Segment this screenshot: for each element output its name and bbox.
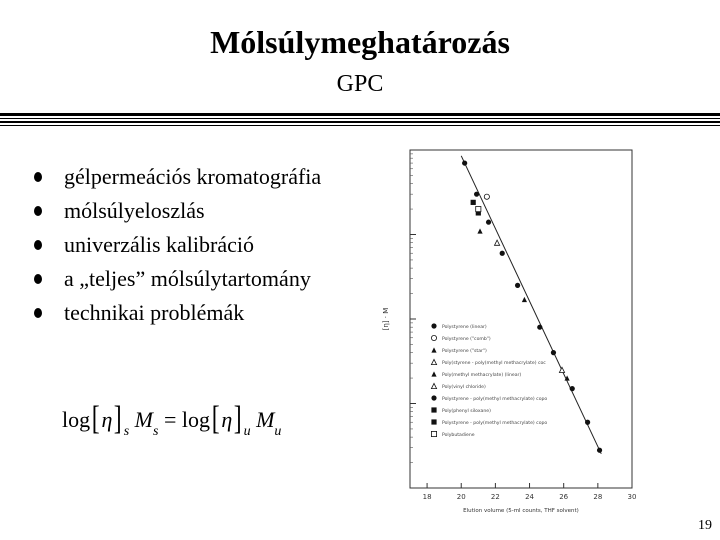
- bullet-icon: [34, 206, 42, 216]
- legend-label: Polystyrene - poly(methyl methacrylate) copo: [442, 421, 548, 426]
- legend-marker: [431, 407, 436, 412]
- bullet-icon: [34, 240, 42, 250]
- bullet-item: [32, 228, 321, 262]
- legend-marker: [431, 323, 436, 328]
- legend-label: Poly(styrene - poly(methyl methacrylate) coc: [442, 361, 546, 366]
- page-number: 19: [698, 518, 712, 533]
- y-axis-label: [η] · M: [382, 307, 390, 331]
- legend-marker: [431, 359, 436, 364]
- x-tick-label: 24: [525, 493, 534, 501]
- data-point: [474, 192, 479, 197]
- legend-label: Polystyrene (linear): [442, 325, 487, 330]
- legend-label: Polystyrene ("comb"): [442, 337, 491, 342]
- x-tick-label: 28: [593, 493, 603, 501]
- formula-subscript: s: [123, 424, 130, 439]
- bullet-text: a „teljes” mólsúlytartomány: [64, 266, 311, 291]
- legend-marker: [431, 419, 436, 424]
- data-point: [462, 160, 467, 165]
- formula-eta: η: [221, 407, 233, 432]
- data-point: [559, 367, 564, 372]
- data-point: [570, 386, 575, 391]
- divider: [0, 113, 720, 116]
- data-point: [500, 251, 505, 256]
- data-point: [471, 200, 476, 205]
- chart-svg: [376, 140, 648, 524]
- x-tick-label: 30: [627, 493, 637, 501]
- bullet-icon: [34, 172, 42, 182]
- bullet-item: [32, 262, 321, 296]
- legend-label: Polybutadiene: [442, 433, 475, 438]
- bullet-item: [32, 296, 321, 330]
- formula-m: M: [134, 407, 153, 432]
- formula-subscript: u: [243, 424, 251, 439]
- formula-bracket: [: [91, 400, 100, 437]
- legend-label: Poly(methyl methacrylate) (linear): [442, 373, 522, 378]
- legend-marker: [431, 395, 436, 400]
- bullet-text: gélpermeációs kromatográfia: [64, 164, 322, 189]
- formula-m: M: [256, 407, 275, 432]
- legend-label: Poly(phenyl siloxane): [442, 409, 491, 414]
- divider: [0, 125, 720, 126]
- formula-log: log: [181, 407, 210, 432]
- data-point: [597, 448, 602, 453]
- bullet-text: univerzális kalibráció: [64, 232, 254, 257]
- data-point: [515, 283, 520, 288]
- bullet-icon: [34, 274, 42, 284]
- divider: [0, 121, 720, 123]
- formula-bracket: [: [211, 400, 220, 437]
- legend-label: Polystyrene - poly(methyl methacrylate) copo: [442, 397, 548, 402]
- legend-label: Polystyrene ("star"): [442, 349, 487, 354]
- formula-subscript: s: [152, 424, 159, 439]
- divider: [0, 118, 720, 119]
- calibration-chart: [376, 140, 648, 524]
- formula-eta: η: [101, 407, 113, 432]
- legend-label: Poly(vinyl chloride): [442, 385, 486, 390]
- legend-marker: [431, 383, 436, 388]
- slide-subtitle: GPC: [336, 71, 384, 97]
- formula-log: log: [62, 407, 91, 432]
- x-tick-label: 20: [456, 493, 466, 501]
- data-point: [484, 194, 489, 199]
- legend-marker: [431, 347, 436, 352]
- x-axis-label: Elution volume (5-ml counts, THF solvent): [463, 508, 579, 514]
- x-tick-label: 18: [422, 493, 432, 501]
- bullet-icon: [34, 308, 42, 318]
- data-point: [486, 220, 491, 225]
- data-point: [585, 420, 590, 425]
- legend-marker: [431, 335, 436, 340]
- formula-bracket: ]: [233, 400, 242, 437]
- bullet-list: [32, 160, 321, 330]
- bullet-item: [32, 160, 321, 194]
- x-tick-label: 22: [490, 493, 500, 501]
- data-point: [522, 297, 527, 302]
- data-point: [494, 240, 499, 245]
- slide-title: Mólsúlymeghatározás: [210, 24, 510, 60]
- data-point: [551, 350, 556, 355]
- formula-bracket: ]: [114, 400, 123, 437]
- formula-subscript: u: [274, 424, 282, 439]
- data-point: [537, 325, 542, 330]
- formula-equals: =: [163, 407, 177, 432]
- legend-marker: [431, 431, 436, 436]
- data-point: [477, 228, 482, 233]
- bullet-item: [32, 194, 321, 228]
- legend-marker: [431, 371, 436, 376]
- calibration-formula: [62, 398, 282, 439]
- bullet-text: technikai problémák: [64, 300, 245, 325]
- data-point: [476, 206, 481, 211]
- x-tick-label: 26: [559, 493, 569, 501]
- bullet-text: mólsúlyeloszlás: [64, 198, 205, 223]
